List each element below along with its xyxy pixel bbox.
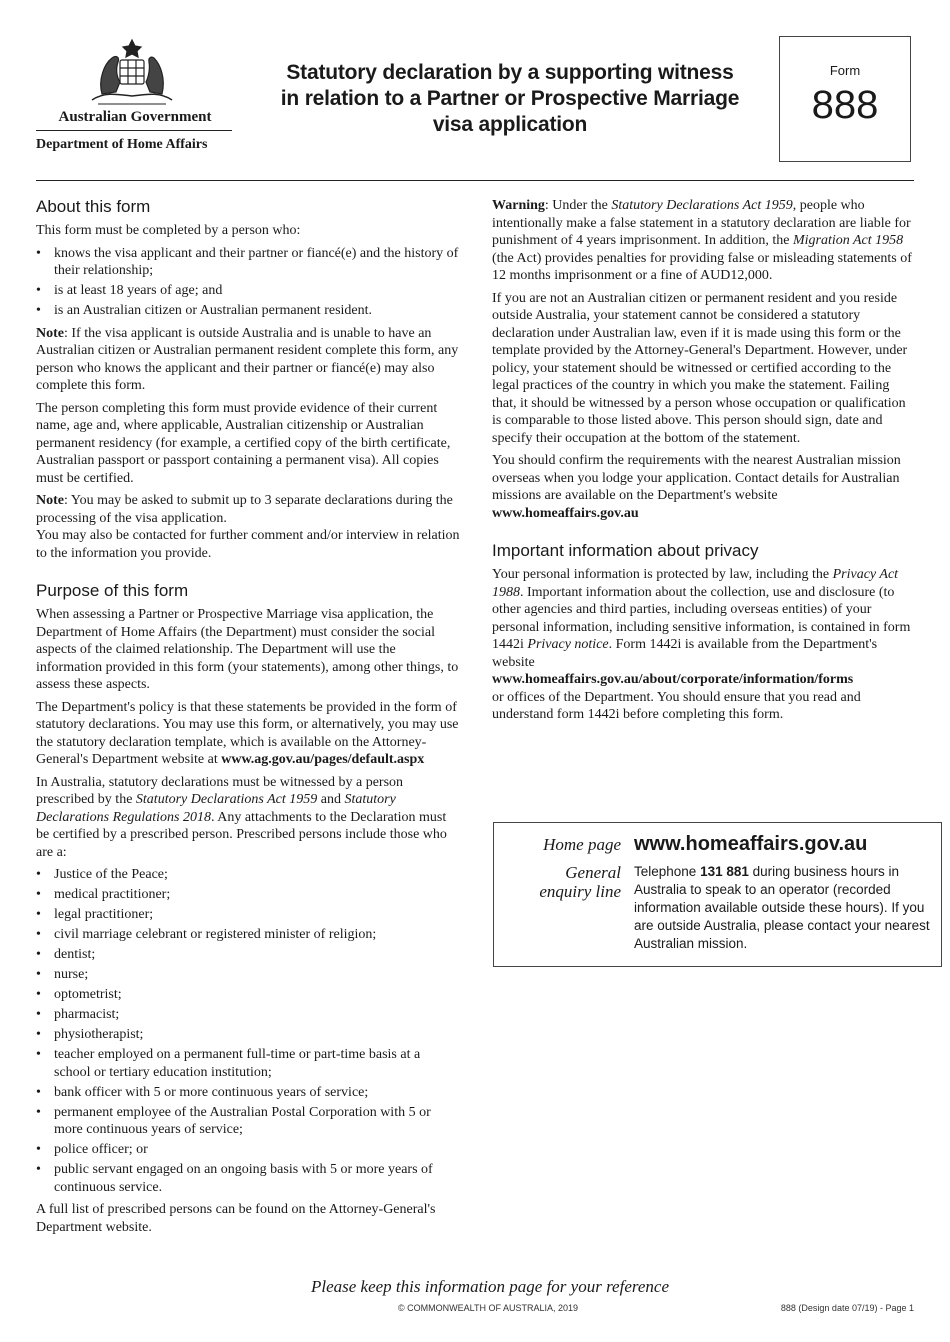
form-title-line: in relation to a Partner or Prospective Marriage	[280, 87, 740, 110]
privacy-text-part: . Form 1442i is available from the Department's website	[492, 637, 878, 670]
act-title: Migration Act 1958	[792, 233, 904, 248]
list-item: • optometrist;	[36, 986, 460, 1004]
about-requirements-list	[36, 245, 460, 320]
list-item: • is at least 18 years of age; and	[36, 282, 460, 300]
purpose-p3	[36, 774, 460, 862]
about-intro: This form must be completed by a person who:	[36, 223, 301, 238]
list-item: • nurse;	[36, 966, 460, 984]
privacy-text-part: . Important information about the collection, use and disclosure (to other agencies and third parties, including overseas entities) of your personal information, including sensitive information, is contained in form 1442i	[492, 584, 911, 652]
enquiry-phone: 131 881	[700, 864, 749, 879]
warning-text-part: (the Act) provides penalties for providing false or misleading statements of 12 months imprisonment or a fine of AUD12,000.	[492, 250, 912, 283]
spacer	[492, 527, 914, 541]
spacer	[36, 567, 460, 581]
copyright: © COMMONWEALTH OF AUSTRALIA, 2019	[398, 1303, 578, 1313]
about-contact: You may also be contacted for further comment and/or interview in relation to the information you provide.	[36, 528, 460, 561]
enquiry-line-text	[634, 863, 934, 953]
left-column	[36, 197, 460, 1241]
list-item: • knows the visa applicant and their partner or fiancé(e) and the history of their relationship;	[36, 245, 460, 280]
privacy-text	[492, 566, 914, 724]
about-note-declarations	[36, 492, 460, 527]
privacy-text-part: or offices of the Department. You should ensure that you read and understand form 1442i before completing this form.	[492, 689, 861, 722]
purpose-full-list: A full list of prescribed persons can be found on the Attorney-General's Department website.	[36, 1202, 436, 1235]
list-item: • bank officer with 5 or more continuous years of service;	[36, 1084, 460, 1102]
privacy-heading: Important information about privacy	[492, 541, 759, 560]
note-text: : If the visa applicant is outside Australia and is unable to have an Australian citizen or Australian permanent resident complete this form, any person who knows the applicant and their partner or fiancé(e) may also complete this form.	[36, 325, 459, 393]
note-text: : You may be asked to submit up to 3 separate declarations during the processing of the visa application.	[36, 493, 453, 526]
home-page-link[interactable]: www.homeaffairs.gov.au	[634, 833, 868, 855]
warning-text-part: : Under the	[544, 198, 612, 213]
purpose-p3-text: and	[317, 792, 345, 807]
home-page-label: Home page	[543, 835, 621, 854]
list-item: • police officer; or	[36, 1141, 460, 1159]
list-item: • teacher employed on a permanent full-time or part-time basis at a school or tertiary education institution;	[36, 1046, 460, 1081]
purpose-p2-text: The Department's policy is that these statements be provided in the form of statutory declarations. You may use this form, or alternatively, you may use the statutory declaration template, which is available on the Attorney-General's Department website at	[36, 699, 459, 767]
purpose-p1: When assessing a Partner or Prospective Marriage visa application, the Department of Home Affairs (the Department) must consider the social aspects of the claimed relationship. The Department will use the information provided in this form (your statements), among other things, to assess these aspects.	[36, 607, 459, 692]
act-title: Statutory Declarations Act 1959	[135, 792, 318, 807]
enquiry-label-line: enquiry line	[539, 882, 621, 901]
purpose-p2	[36, 699, 460, 769]
privacy-text-part: Your personal information is protected by law, including the	[492, 567, 833, 582]
forms-link[interactable]: www.homeaffairs.gov.au/about/corporate/information/forms	[492, 672, 854, 687]
overseas-p2	[492, 452, 914, 522]
form-title	[268, 60, 752, 138]
act-title: Privacy Act 1988	[492, 567, 899, 600]
list-item: • dentist;	[36, 946, 460, 964]
about-heading: About this form	[36, 197, 151, 216]
note-label: Note	[36, 493, 64, 508]
right-column	[492, 197, 914, 729]
about-note-outside-australia	[36, 325, 460, 395]
warning-text-part: , people who intentionally make a false statement in a statutory declaration are liable for punishment of 4 years imprisonment. In addition, the	[492, 198, 911, 248]
department-name: Department of Home Affairs	[36, 137, 208, 152]
note-label: Note	[36, 325, 64, 341]
regulation-title: Statutory Declarations Regulations 2018	[36, 792, 396, 825]
enquiry-line-label	[494, 863, 621, 901]
purpose-heading: Purpose of this form	[36, 581, 189, 600]
overseas-p2-text: You should confirm the requirements with the nearest Australian mission overseas when you lodge your application. Contact details for Australian missions are available on the Department's website	[492, 453, 901, 503]
privacy-notice-title: Privacy notice	[527, 637, 609, 652]
list-item: • is an Australian citizen or Australian permanent resident.	[36, 302, 460, 320]
form-number-box	[779, 36, 911, 162]
government-name: Australian Government	[58, 109, 212, 125]
prescribed-persons-list	[36, 866, 460, 1196]
list-item: • Justice of the Peace;	[36, 866, 460, 884]
page-reference: 888 (Design date 07/19) - Page 1	[780, 1303, 914, 1313]
list-item: • physiotherapist;	[36, 1026, 460, 1044]
purpose-p3-text: . Any attachments to the Declaration must be certified by a prescribed person. Prescribed persons include those who are a:	[36, 809, 447, 860]
form-label: Form	[829, 63, 861, 78]
government-rule	[36, 130, 232, 131]
homeaffairs-link[interactable]: www.homeaffairs.gov.au	[492, 505, 639, 521]
list-item: • permanent employee of the Australian Postal Corporation with 5 or more continuous years of service;	[36, 1104, 460, 1139]
form-number: 888	[811, 83, 879, 127]
contact-info-box	[493, 822, 942, 967]
act-title: Statutory Declarations Act 1959	[611, 198, 793, 213]
overseas-p1: If you are not an Australian citizen or permanent resident and you reside outside Australia, your statement cannot be considered a statutory declaration under Australian law, even if it is made using this form or the template provided by the Attorney-General's Department. However, under policy, your statement should be witnessed or certified according to the legal practices of the country in which you make the statement. Failing that, it should be witnessed by a person whose occupation or qualification is comparable to those listed above. This person should sign, date and specify their occupation at the bottom of the statement.	[492, 290, 908, 446]
form-title-line: visa application	[432, 113, 588, 136]
list-item: • public servant engaged on an ongoing basis with 5 or more years of continuous service.	[36, 1161, 460, 1196]
keep-reference-note: Please keep this information page for your reference	[310, 1277, 669, 1296]
purpose-p3-text: In Australia, statutory declarations must be witnessed by a person prescribed by the	[36, 774, 404, 807]
list-item: • medical practitioner;	[36, 886, 460, 904]
enquiry-text: during business hours in Australia to speak to an operator (recorded information available outside these hours). If you are outside Australia, please contact your nearest Australian mission.	[634, 864, 930, 951]
form-title-line: Statutory declaration by a supporting witness	[286, 61, 734, 84]
enquiry-label-line: General	[565, 863, 621, 882]
list-item: • pharmacist;	[36, 1006, 460, 1024]
enquiry-text: Telephone	[634, 864, 701, 879]
warning-text	[492, 197, 914, 285]
coat-of-arms-icon	[88, 36, 176, 108]
ag-website-link[interactable]: www.ag.gov.au/pages/default.aspx	[221, 752, 425, 767]
header-divider	[36, 180, 914, 181]
warning-block	[492, 197, 914, 285]
list-item: • legal practitioner;	[36, 906, 460, 924]
warning-label: Warning	[492, 198, 545, 213]
about-evidence: The person completing this form must provide evidence of their current name, age and, where applicable, Australian citizenship or Australian permanent residency (for example, a certified copy of the birth certificate, Australian passport or passport containing a permanent visa). All copies must be certified.	[36, 400, 451, 486]
list-item: • civil marriage celebrant or registered minister of religion;	[36, 926, 460, 944]
